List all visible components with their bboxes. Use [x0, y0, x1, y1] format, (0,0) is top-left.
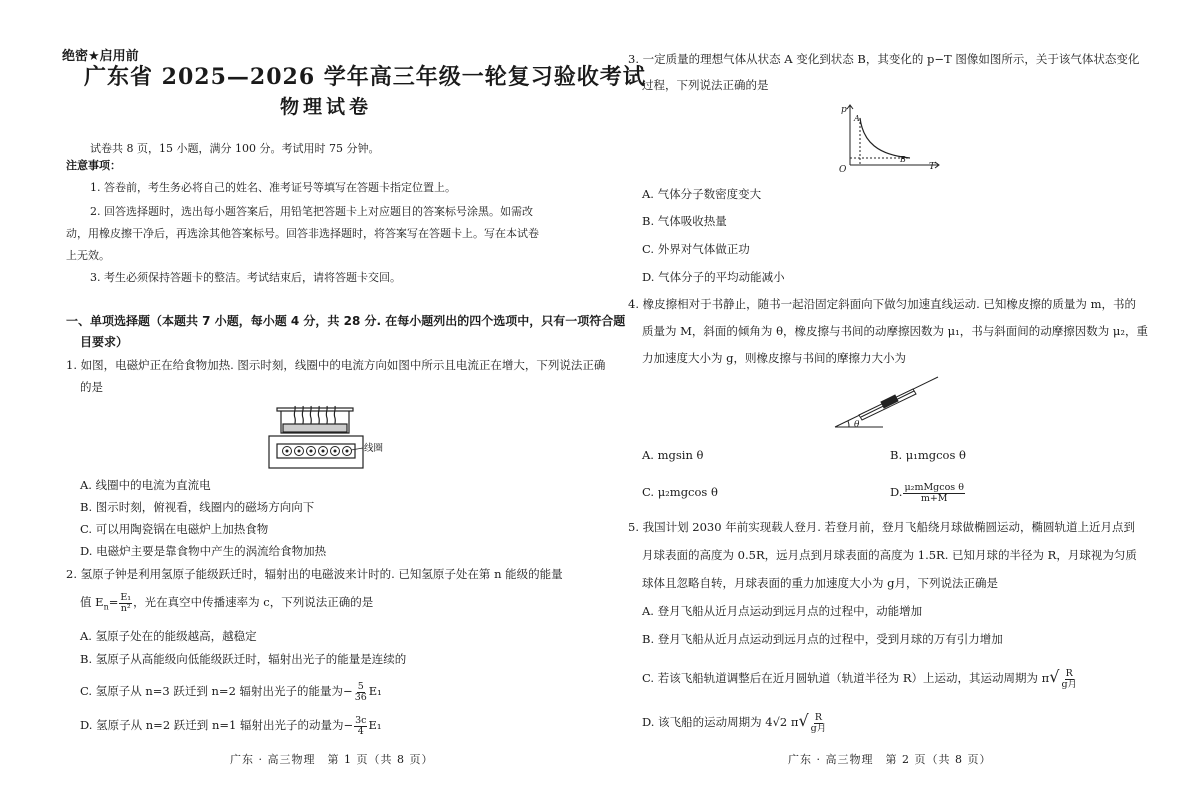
q5-option-c: C. 若该飞船轨道调整后在近月圆轨道（轨道半径为 R）上运动，其运动周期为 π√ $\frac{R}{\text{g月}}$: [642, 667, 1078, 690]
notice-item: 动，用橡皮擦干净后，再选涂其他答案标号。回答非选择题时，将答案写在答题卡上。写在本试卷: [66, 227, 539, 240]
axis-label-T: T: [929, 162, 936, 172]
exam-title: 广东省 2025—2026 学年高三年级一轮复习验收考试: [84, 64, 646, 90]
right-page: [628, 0, 1148, 797]
q4-option-a: A. mgsin θ: [642, 448, 704, 462]
q3-stem: 3. 一定质量的理想气体从状态 A 变化到状态 B，其变化的 p−T 图像如图所示，关于该气体状态变化: [628, 52, 1140, 66]
section-heading-cont: 目要求）: [80, 335, 129, 349]
q2-option-b: B. 氢原子从高能级向低能级跃迁时，辐射出光子的能量是连续的: [80, 652, 407, 666]
confidential-label: 绝密★启用前: [62, 49, 139, 64]
notice-item: 上无效。: [66, 249, 110, 262]
intro-text: 试卷共 8 页，15 小题，满分 100 分。考试用时 75 分钟。: [90, 142, 380, 155]
q1-option-d: D. 电磁炉主要是靠食物中产生的涡流给食物加热: [80, 544, 327, 558]
q4-stem: 4. 橡皮擦相对于书静止，随书一起沿固定斜面向下做匀加速直线运动. 已知橡皮擦的质量为 m，书的: [628, 297, 1136, 311]
q3-option-a: A. 气体分子数密度变大: [642, 187, 762, 201]
incline-figure: [833, 372, 943, 432]
q3-option-d: D. 气体分子的平均动能减小: [642, 270, 785, 284]
q2-option-c: C. 氢原子从 n=3 跃迁到 n=2 辐射出光子的能量为− $\frac{5}{36}$ E₁: [80, 680, 382, 703]
point-b-label: B: [900, 155, 906, 164]
q2-stem: 2. 氢原子钟是利用氢原子能级跃迁时，辐射出的电磁波来计时的. 已知氢原子处在第 n 能级的能量: [66, 567, 563, 581]
page-footer: 广东 · 高三物理 第 1 页（共 8 页）: [230, 753, 434, 766]
q4-stem-cont: 力加速度大小为 g，则橡皮擦与书间的摩擦力大小为: [642, 351, 907, 365]
page-footer: 广东 · 高三物理 第 2 页（共 8 页）: [788, 753, 992, 766]
q1-stem: 1. 如图，电磁炉正在给食物加热. 图示时刻，线圈中的电流方向如图中所示且电流正在增大，下列说法正确: [66, 358, 606, 372]
q3-stem-cont: 过程，下列说法正确的是: [642, 78, 769, 92]
q5-option-d: D. 该飞船的运动周期为 4√2 π√ $\frac{R}{\text{g月}}$: [642, 711, 827, 734]
notice-heading: 注意事项：: [66, 159, 121, 172]
q2-stem-cont: 值 $E_n=$ $\frac{\text{E₁}}{\text{n²}}$ ，光在真空中传播速率为 c，下列说法正确的是: [80, 591, 374, 614]
origin-label: O: [839, 165, 847, 175]
q5-stem-cont: 球体且忽略自转，月球表面的重力加速度大小为 g月，下列说法正确是: [642, 576, 999, 590]
coil-label: 线圈: [364, 443, 384, 454]
q5-stem-cont: 月球表面的高度为 0.5R，远月点到月球表面的高度为 1.5R. 已知月球的半径为 R，月球视为匀质: [642, 548, 1137, 562]
notice-item: 3. 考生必须保持答题卡的整洁。考试结束后，请将答题卡交回。: [90, 271, 401, 284]
point-a-label: A: [854, 114, 860, 123]
q1-option-a: A. 线圈中的电流为直流电: [80, 478, 211, 492]
q3-option-c: C. 外界对气体做正功: [642, 242, 750, 256]
notice-item: 2. 回答选择题时，选出每小题答案后，用铅笔把答题卡上对应题目的答案标号涂黑。如需改: [90, 205, 533, 218]
exam-subtitle: 物理试卷: [280, 96, 373, 118]
q4-option-d: D. $\frac{\text{μ₂mMgcos θ}}{m+M}$: [890, 481, 964, 504]
q1-option-b: B. 图示时刻，俯视看，线圈内的磁场方向向下: [80, 500, 315, 514]
section-heading: 一、单项选择题（本题共 7 小题，每小题 4 分，共 28 分. 在每小题列出的四个选项中，只有一项符合题: [66, 314, 626, 328]
q2-option-a: A. 氢原子处在的能级越高，越稳定: [80, 629, 257, 643]
q4-option-b: B. μ₁mgcos θ: [890, 448, 966, 462]
q4-option-c: C. μ₂mgcos θ: [642, 485, 718, 499]
angle-label: θ: [854, 420, 860, 430]
notice-item: 1. 答卷前，考生务必将自己的姓名、准考证号等填写在答题卡指定位置上。: [90, 181, 456, 194]
q1-stem-cont: 的是: [80, 380, 103, 394]
axis-label-p: p: [841, 105, 847, 115]
left-page: [62, 0, 646, 797]
q2-option-d: D. 氢原子从 n=2 跃迁到 n=1 辐射出光子的动量为− $\frac{3c}{4}$ E₁: [80, 714, 382, 737]
induction-cooker-figure: [267, 400, 417, 470]
q1-option-c: C. 可以用陶瓷锅在电磁炉上加热食物: [80, 522, 269, 536]
q5-option-b: B. 登月飞船从近月点运动到远月点的过程中，受到月球的万有引力增加: [642, 632, 1003, 646]
q4-stem-cont: 质量为 M，斜面的倾角为 θ，橡皮擦与书间的动摩擦因数为 μ₁，书与斜面间的动摩擦因数为 μ₂，重: [642, 324, 1148, 338]
q5-stem: 5. 我国计划 2030 年前实现载人登月. 若登月前，登月飞船绕月球做椭圆运动，椭圆轨道上近月点到: [628, 520, 1136, 534]
q3-option-b: B. 气体吸收热量: [642, 214, 727, 228]
q5-option-a: A. 登月飞船从近月点运动到远月点的过程中，动能增加: [642, 604, 923, 618]
